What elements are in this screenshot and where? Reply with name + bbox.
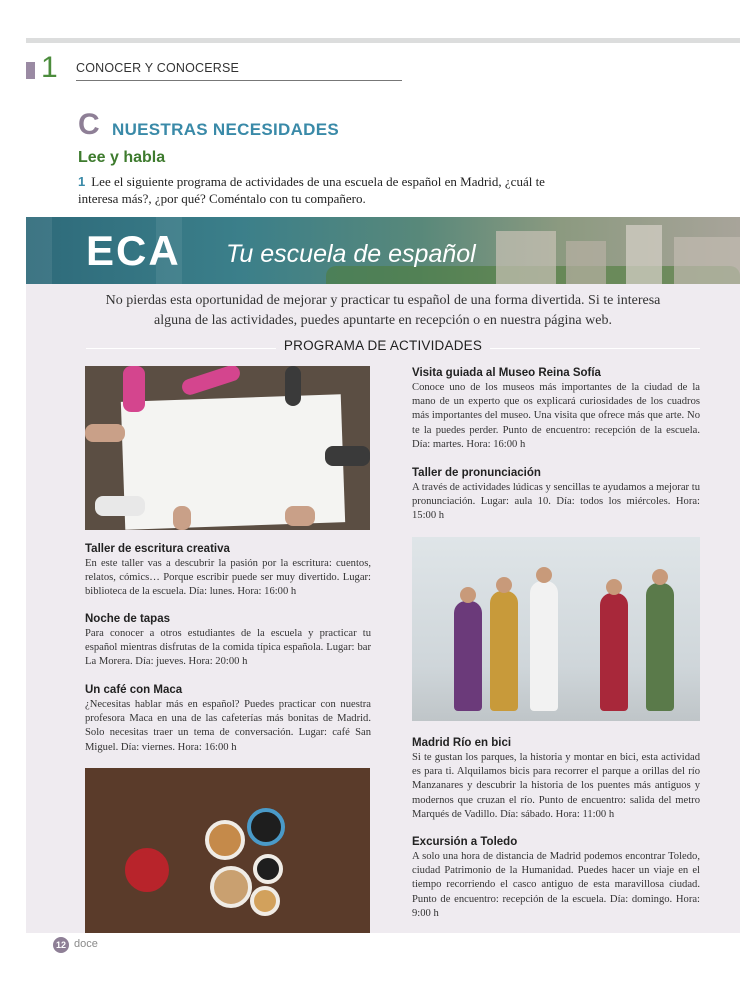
activity-title-toledo: Excursión a Toledo (412, 836, 518, 848)
exercise-text: Lee el siguiente programa de actividades de una escuela de español en Madrid, ¿cuál te interesa más?, ¿por qué? Coméntalo con tu compañero. (78, 174, 545, 206)
school-banner (26, 217, 740, 284)
page-number-word: doce (74, 938, 98, 950)
activity-text-toledo: A solo una hora de distancia de Madrid podemos encontrar Toledo, ciudad Patrimonio de la Humanidad. Puedes hacer un viaje en el tiempo recorriendo el casco antiguo de esta maravillosa ciudad. Punto de encuentro: recepción de la escuela. Día: domingo. Hora: 9:00 h (412, 851, 700, 919)
writing-workshop-photo (85, 366, 370, 530)
subsection-title: Lee y habla (78, 149, 166, 166)
activity-title-pronunciation: Taller de pronunciación (412, 467, 541, 479)
section-title: NUESTRAS NECESIDADES (112, 120, 340, 139)
intro-text: No pierdas esta oportunidad de mejorar y practicar tu español de una forma divertida. Si te interesa alguna de las actividades, puedes apuntarte en recepción o en nuestra página web. (105, 293, 661, 328)
activity-text-pronunciation: A través de actividades lúdicas y sencillas te ayudamos a mejorar tu pronunciación. Lugar: aula 10. Día: todos los miércoles. Hora: 15:00 h (412, 482, 700, 522)
unit-number: 1 (41, 51, 58, 84)
activity-text-museum: Conoce uno de los museos más importantes de la ciudad de la mano de un experto que os explicará curiosidades de los cuadros más importantes del museo. Una visita que ofrece más que arte. No te la puedes perder. Punto de encuentro: recepción de la escuela. Día: martes. Hora: 16:00 h (412, 382, 700, 450)
exercise-number: 1 (78, 174, 86, 189)
activity-title-cafe: Un café con Maca (85, 684, 183, 696)
unit-marker (26, 62, 35, 79)
program-rule-left (86, 348, 276, 349)
page-number-badge: 12 (53, 937, 69, 953)
activity-text-writing: En este taller vas a descubrir la pasión por la escritura: cuentos, relatos, cómics… Porque escribir puede ser muy divertido. Lugar: biblioteca de la escuela. Día: lunes. Hora: 16:00 h (85, 558, 371, 598)
unit-rule (76, 80, 402, 81)
section-letter: C (78, 108, 100, 141)
top-rule (26, 38, 740, 43)
school-tagline: Tu escuela de español (226, 240, 476, 268)
activity-title-writing: Taller de escritura creativa (85, 543, 230, 555)
activity-text-tapas: Para conocer a otros estudiantes de la escuela y practicar tu español mientras disfrutas de la comida típica española. Lugar: bar La Morera. Día: jueves. Hora: 20:00 h (85, 628, 371, 668)
school-logo: ECA (86, 227, 181, 274)
exercise-instruction (78, 173, 558, 207)
students-photo (412, 537, 700, 721)
coffee-photo (85, 768, 370, 933)
activity-text-bike: Si te gustan los parques, la historia y montar en bici, esta actividad es para ti. Alquilamos bicis para recorrer el parque a orillas del río Manzanares y descubrir la historia de los puentes más antiguos y modernos que cruzan el río. Punto de encuentro: salida del metro Marqués de Vadillo. Día: sábado. Hora: 11:00 h (412, 752, 700, 820)
program-title: PROGRAMA DE ACTIVIDADES (283, 338, 483, 353)
activity-title-museum: Visita guiada al Museo Reina Sofía (412, 367, 601, 379)
unit-title: CONOCER Y CONOCERSE (76, 61, 240, 75)
activity-text-cafe: ¿Necesitas hablar más en español? Puedes practicar con nuestra profesora Maca en una de las cafeterías más bonitas de Madrid. Solo necesitas traer un tema de conversación. Lugar: café San Miguel. Día: viernes. Hora: 16:00 h (85, 699, 371, 753)
activity-title-bike: Madrid Río en bici (412, 737, 512, 749)
activity-title-tapas: Noche de tapas (85, 613, 170, 625)
program-rule-right (490, 348, 700, 349)
